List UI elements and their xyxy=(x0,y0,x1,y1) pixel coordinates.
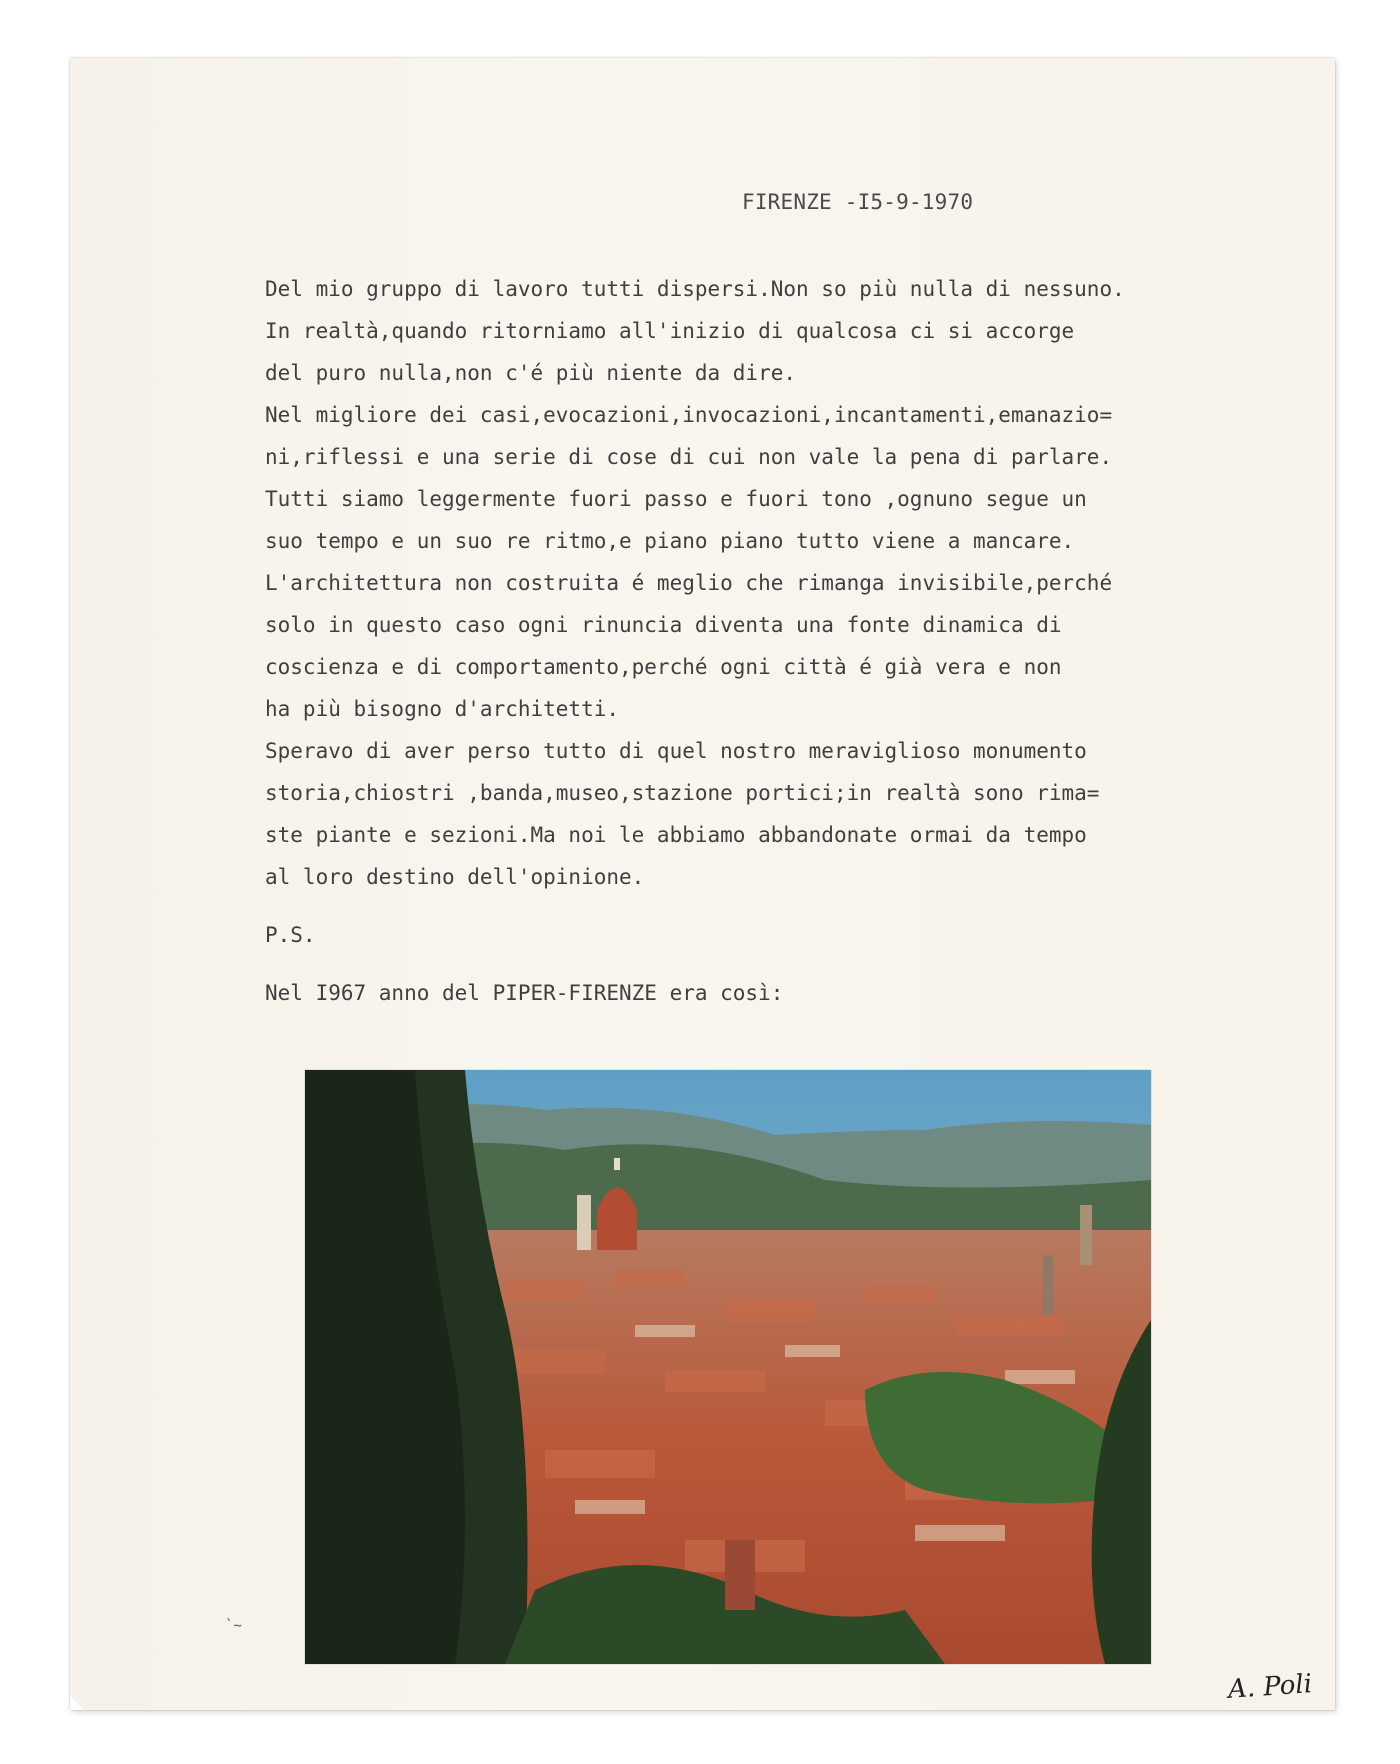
letter-line: del puro nulla,non c'é più niente da dire. xyxy=(265,361,797,385)
florence-panorama-icon xyxy=(305,1070,1151,1664)
document-sheet xyxy=(70,58,1335,1710)
ps-label: P.S. xyxy=(265,923,316,947)
paragraph-gap xyxy=(265,898,1265,914)
letter-body xyxy=(265,268,1265,1014)
letter-line: al loro destino dell'opinione. xyxy=(265,865,645,889)
letter-line: L'architettura non costruita é meglio che rimanga invisibile,perché xyxy=(265,571,1113,595)
letter-line: Tutti siamo leggermente fuori passo e fuori tono ,ognuno segue un xyxy=(265,487,1087,511)
letter-line: Speravo di aver perso tutto di quel nostro meraviglioso monumento xyxy=(265,739,1087,763)
paragraph-gap xyxy=(265,956,1265,972)
letter-line: coscienza e di comportamento,perché ogni città é già vera e non xyxy=(265,655,1062,679)
letter-line: ni,riflessi e una serie di cose di cui non vale la pena di parlare. xyxy=(265,445,1113,469)
signature: A. Poli xyxy=(1227,1669,1313,1705)
place-date-heading: FIRENZE -I5-9-1970 xyxy=(742,190,974,214)
letter-line: storia,chiostri ,banda,museo,stazione portici;in realtà sono rima= xyxy=(265,781,1100,805)
pencil-mark: `~ xyxy=(225,1618,242,1634)
letter-line: suo tempo e un suo re ritmo,e piano piano tutto viene a mancare. xyxy=(265,529,1075,553)
letter-line: solo in questo caso ogni rinuncia diventa una fonte dinamica di xyxy=(265,613,1062,637)
letter-line: Del mio gruppo di lavoro tutti dispersi.Non so più nulla di nessuno. xyxy=(265,277,1125,301)
letter-line: ste piante e sezioni.Ma noi le abbiamo abbandonate ormai da tempo xyxy=(265,823,1087,847)
letter-line: ha più bisogno d'architetti. xyxy=(265,697,620,721)
letter-line: In realtà,quando ritorniamo all'inizio di qualcosa ci si accorge xyxy=(265,319,1075,343)
letter-line: Nel migliore dei casi,evocazioni,invocazioni,incantamenti,emanazio= xyxy=(265,403,1113,427)
ps-text: Nel I967 anno del PIPER-FIRENZE era così: xyxy=(265,981,784,1005)
florence-panorama-image xyxy=(305,1070,1151,1664)
